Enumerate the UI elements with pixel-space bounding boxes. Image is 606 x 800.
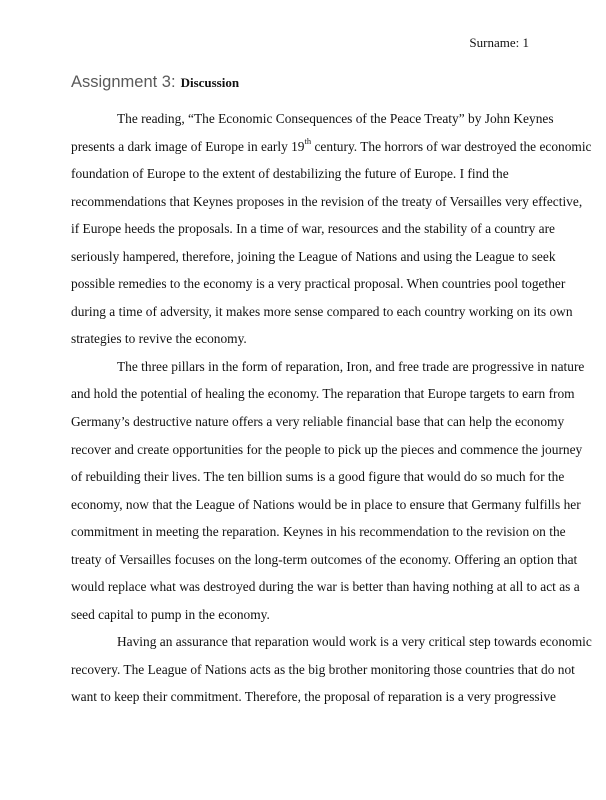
text-line: if Europe heeds the proposals. In a time of war, resources and the stability of a country are — [71, 221, 555, 237]
text-line: foundation of Europe to the extent of destabilizing the future of Europe. I find the — [71, 166, 509, 182]
text-line: possible remedies to the economy is a very practical proposal. When countries pool together — [71, 276, 566, 292]
text-line: seed capital to pump in the economy. — [71, 606, 270, 622]
text-line: economy, now that the League of Nations would be in place to ensure that Germany fulfills her — [71, 496, 581, 512]
text-line: want to keep their commitment. Therefore, the proposal of reparation is a very progressive — [71, 689, 556, 705]
text-line: Having an assurance that reparation would work is a very critical step towards economic — [117, 634, 592, 650]
text-line: recommendations that Keynes proposes in the revision of the treaty of Versailles very effective, — [71, 193, 583, 209]
text-line: The reading, “The Economic Consequences of the Peace Treaty” by John Keynes — [117, 111, 554, 126]
text-line: strategies to revive the economy. — [71, 331, 247, 347]
text-line: during a time of adversity, it makes more sense compared to each country working on its own — [71, 303, 573, 319]
text-line: and hold the potential of healing the economy. The reparation that Europe targets to earn from — [71, 386, 575, 402]
title-lead: Assignment 3: — [71, 73, 176, 91]
paragraph-2 — [71, 353, 585, 628]
paragraph-3 — [71, 628, 592, 711]
text-line: of rebuilding their lives. The ten billion sums is a good figure that would do so much for the — [71, 469, 565, 485]
body-text — [71, 105, 592, 711]
text-line — [71, 133, 592, 161]
running-head: Surname: 1 — [469, 35, 529, 50]
assignment-title — [71, 71, 239, 94]
text-line: Germany’s destructive nature offers a very reliable financial base that can help the economy — [71, 414, 565, 430]
text-segment: century. The horrors of war destroyed the economic — [311, 138, 592, 154]
superscript: th — [304, 136, 312, 147]
title-strong: Discussion — [180, 75, 240, 90]
text-line: seriously hampered, therefore, joining the League of Nations and using the League to seek — [71, 248, 556, 264]
text-line: The three pillars in the form of reparation, Iron, and free trade are progressive in nature — [117, 358, 585, 374]
text-line: commitment in meeting the reparation. Keynes in his recommendation to the revision on the — [71, 524, 566, 540]
text-segment: presents a dark image of Europe in early 19 — [71, 138, 305, 154]
text-line: recover and create opportunities for the people to pick up the pieces and commence the journey — [71, 441, 583, 457]
text-line: would replace what was destroyed during the war is better than having nothing at all to act as a — [71, 579, 580, 595]
text-line: treaty of Versailles focuses on the long-term outcomes of the economy. Offering an option that — [71, 551, 578, 567]
paragraph-1 — [71, 105, 592, 353]
text-line: recovery. The League of Nations acts as the big brother monitoring those countries that do not — [71, 661, 575, 677]
